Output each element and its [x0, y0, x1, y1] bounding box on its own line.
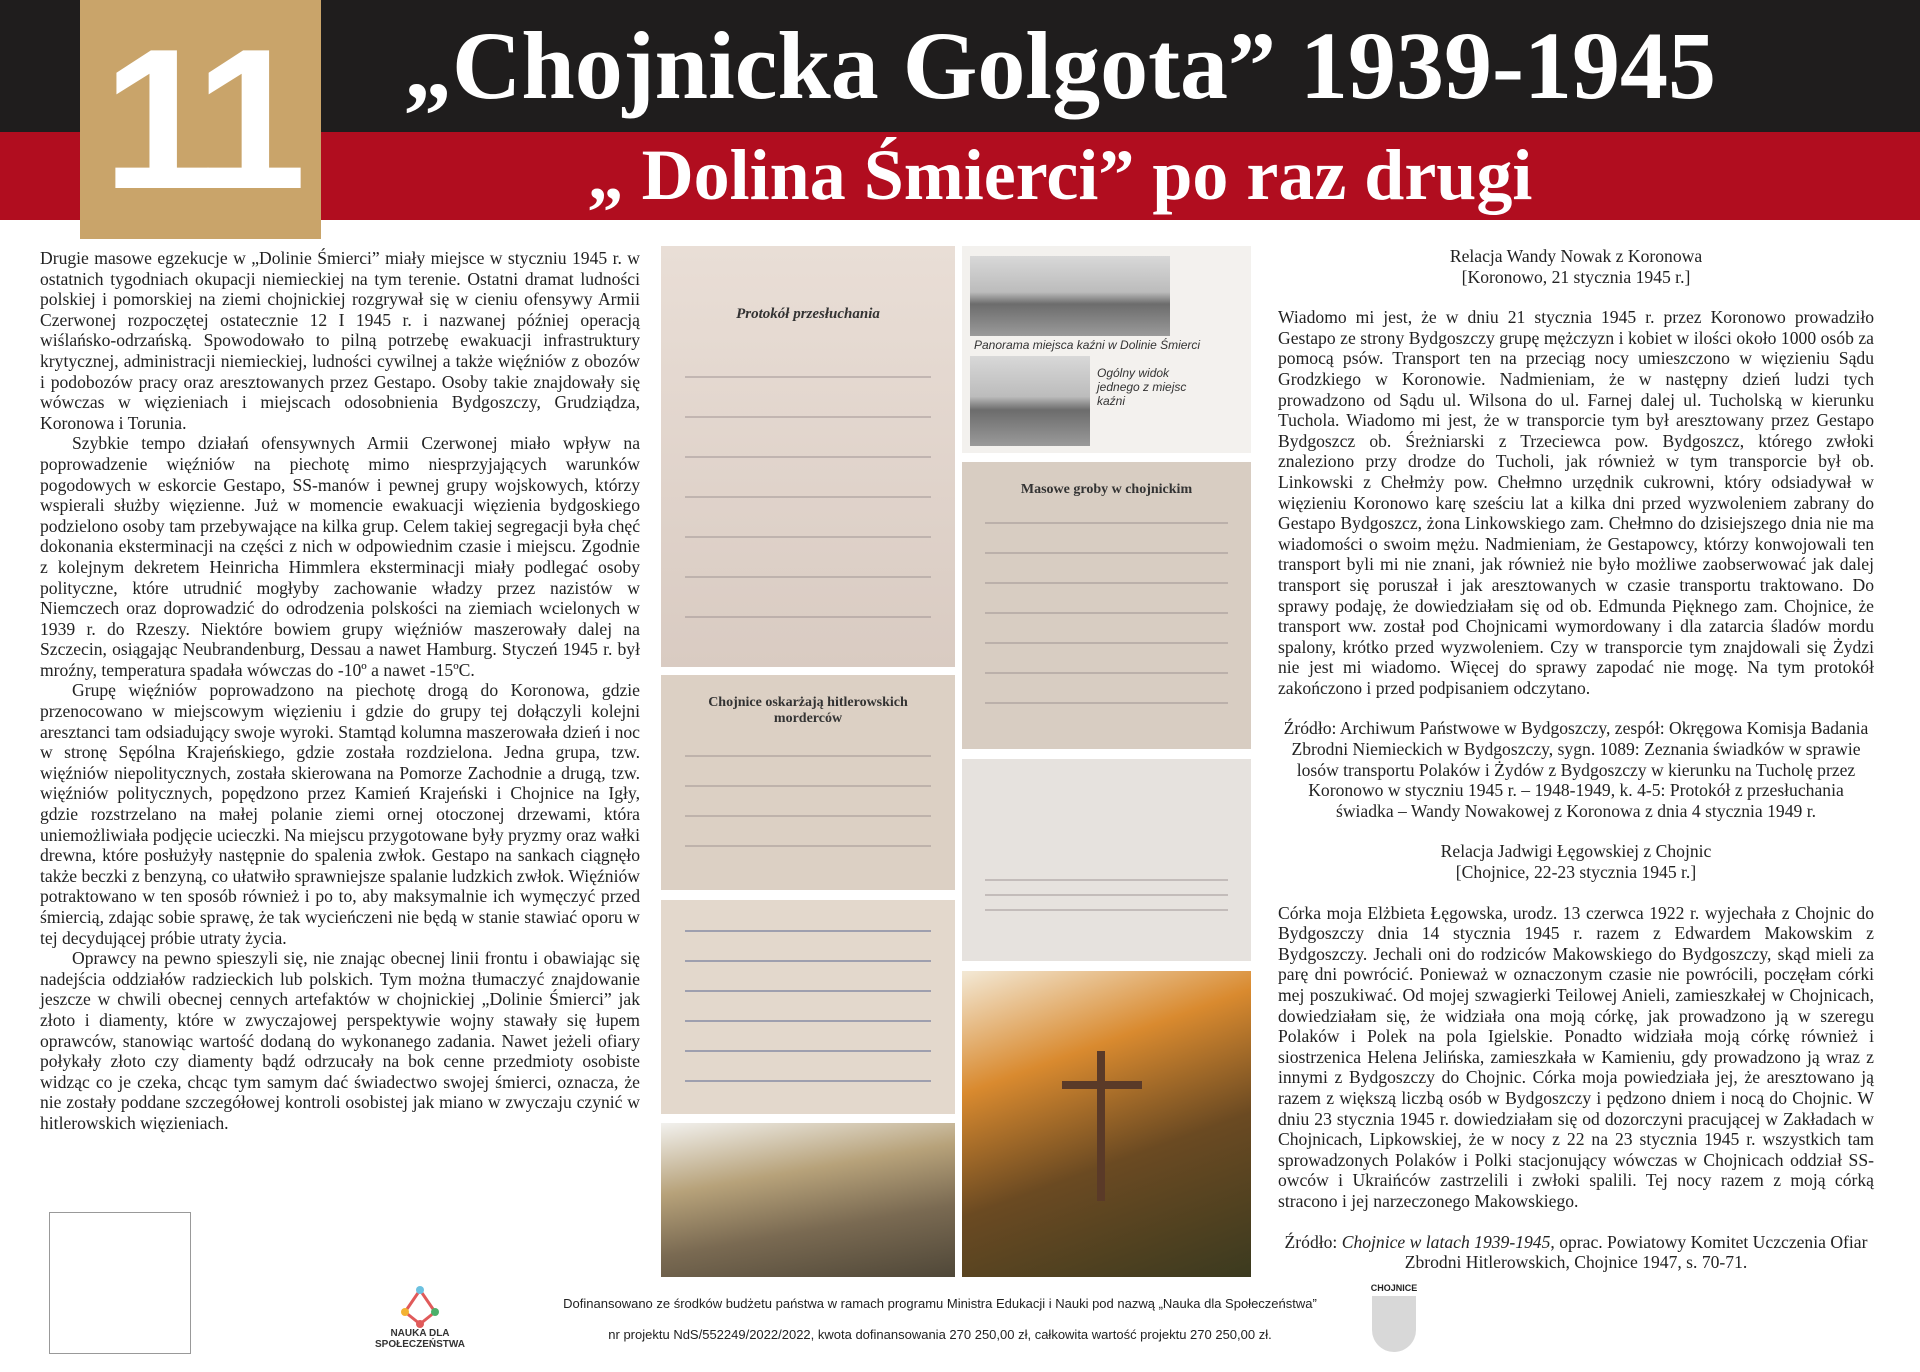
- source-rest: , oprac. Powiatowy Komitet Uczczenia Ofiar Zbrodni Hitlerowskich, Chojnice 1947, s. 70-71.: [1404, 1231, 1868, 1273]
- cross-memorial-photo: [962, 971, 1251, 1277]
- qr-code-placeholder: [49, 1212, 191, 1354]
- page-subtitle: „ Dolina Śmierci” po raz drugi: [587, 135, 1533, 215]
- general-view-caption: Ogólny widok jednego z miejsc kaźni: [1097, 366, 1187, 408]
- handwritten-letter-image: [661, 900, 955, 1114]
- account1-source: Źródło: Archiwum Państwowe w Bydgoszczy, zespół: Okręgowa Komisja Badania Zbrodni Niemieckich w Bydgoszczy, sygn. 1089: Zeznania świadków w sprawie losów transportu Polaków i Żydów z Bydgoszczy w kierunku na Tucholę przez Koronowo w styczniu 1945 r. – 1948-1949, k. 4-5: Protokół z przesłuchania świadka – Wandy Nowakowej z Koronowa z dnia 4 stycznia 1949 r.: [1283, 718, 1869, 821]
- panorama-caption: Panorama miejsca kaźni w Dolinie Śmierci: [974, 338, 1201, 352]
- newspaper-mass-graves-image: [962, 462, 1251, 749]
- panel-number: 11: [80, 0, 321, 239]
- account2-source: [1278, 1232, 1874, 1273]
- main-text: [40, 248, 640, 1134]
- interrogation-protocol-image: [661, 246, 955, 667]
- chojnice-crest-icon: [1372, 1296, 1416, 1352]
- memorial-photo: [661, 1123, 955, 1277]
- typed-letter-image: [962, 759, 1251, 961]
- source-prefix: Źródło:: [1284, 1231, 1342, 1252]
- funding-line-2: nr projektu NdS/552249/2022/2022, kwota dofinansowania 270 250,00 zł, całkowita wartość projektu 270 250,00 zł.: [608, 1327, 1272, 1342]
- chojnice-logo-text: CHOJNICE: [1370, 1283, 1418, 1293]
- account2-place: [Chojnice, 22-23 stycznia 1945 r.]: [1455, 862, 1697, 883]
- paragraph: Grupę więźniów poprowadzono na piechotę drogą do Koronowa, gdzie przenocowano w miejscowym więzieniu i gdzie do grupy tej dołączyli kolejni aresztanci tam odsiadujący swoje wyroki. Stamtąd kolumna maszerowała dzień i noc w stronę Sępólna Krajeńskiego, gdzie została rozdzielona. Jedna grupa, tzw. więźniów niepolitycznych, została skierowana na Pomorze Zachodnie a drugą, tzw. więźniów politycznych, popędzono przez Kamień Krajeński i Chojnice na Igły, gdzie rozstrzelano na małej polanie ziemi ornej otoczonej drzewami, która uniemożliwiała podjęcie ucieczki. Na miejscu przygotowane były pryzmy oraz wałki drewna, które posłużyły następnie do spalenia zwłok. Gestapo na sankach ciągnęło także beczki z benzyną, co ułatwiło sprawniejsze spalanie ludzkich zwłok. Więźniów potraktowano w ten sposób również i po to, aby maksymalnie ich wymęczyć przed śmiercią, zdając sobie sprawę, że tak wycieńczeni nie będą w stanie stawiać oporu w tej decydującej próbie utraty życia.: [40, 680, 640, 948]
- paragraph: Drugie masowe egzekucje w „Dolinie Śmierci” miały miejsce w styczniu 1945 r. w ostatnich tygodniach okupacji niemieckiej na tym terenie. Ostatni dramat ludności polskiej i pomorskiej na ziemi chojnickiej rozgrywał się w cieniu ofensywy Armii Czerwonej rozpoczętej ostatecznie 12 I 1945 r. i nazwanej później operacją wiślańsko-odrzańską. Spowodowało to pilną potrzebę ewakuacji infrastruktury krytycznej, administracji niemieckiej, ludności cywilnej a także więźniów z obozów i podobozów pracy oraz aresztowanych przez Gestapo. Osoby takie znajdowały się wówczas w więzieniach i miejscach odosobnienia Bydgoszczy, Grudziądza, Koronowa i Torunia.: [40, 248, 640, 433]
- account2-title: Relacja Jadwigi Łęgowskiej z Chojnic: [1440, 841, 1712, 862]
- nauka-logo-text: NAUKA DLA SPOŁECZEŃSTWA: [374, 1328, 465, 1350]
- clipping-heading: Chojnice oskarżają hitlerowskich morderców: [708, 695, 908, 726]
- account1-text: Wiadomo mi jest, że w dniu 21 stycznia 1945 r. przez Koronowo prowadziło Gestapo ze strony Bydgoszczy grupę mężczyzn i kobiet w ilości około 1000 osób za pomocą psów. Transport ten na przeciąg nocy umieszczono w więzieniu Sądu Grodzkiego w Koronowie. Nadmieniam, że w następny dzień ludzi tych prowadzono od Sądu ul. Wilsona do ul. Farnej dalej ul. Tucholską w kierunku Tuchola. Wiadomo mi jest, że w transporcie tym był aresztowany przez Gestapo Bydgoszcz ob. Śreżniarski z Trzeciewca pow. Bydgoszcz, którego zwłoki znaleziono przy drodze do Tucholi, jak również w tym transporcie był ob. Linkowski z Chełmży pow. Chełmno urzędnik cukrowni, który odsiadywał w więzieniu Koronowo karę sześciu lat a kilka dni przed wyzwoleniem zabrany do Gestapo Bydgoszcz, żona Linkowskiego zam. Chełmno do dzisiejszego dnia nie ma wiadomości o swoim mężu. Nadmieniam, że Gestapowcy, którzy konwojowali ten transport byli mi nie znani, jak również nie było możliwe zaobserwować jak dalej transport się poruszał i jak aresztowanych w czasie transportu traktowano. Do sprawy podaję, że dowiedziałam się od ob. Edmunda Pięknego zam. Chojnice, że transport ww. został pod Chojnicami wymordowany i dla zatarcia śladów mordu spalony, krótko przed wyzwoleniem. Czy w transporcie tym znajdowali się Żydzi nie jest mi wiadomo. Więcej do sprawy zapodać nie mogę. Na tym protokół zakończono i przed podpisaniem odczytano.: [1278, 307, 1874, 698]
- clipping-heading: Masowe groby w chojnickim: [1020, 482, 1193, 497]
- execution-site-photos: [962, 246, 1251, 453]
- account1-place: [Koronowo, 21 stycznia 1945 r.]: [1461, 266, 1691, 287]
- testimonies: [1278, 246, 1874, 1273]
- protocol-heading: Protokół przesłuchania: [736, 306, 880, 322]
- paragraph: Oprawcy na pewno spieszyli się, nie znając obecnej linii frontu i obawiając się nadejścia oddziałów radzieckich lub polskich. Tym można tłumaczyć znajdowanie jeszcze w chwili obecnej cennych artefaktów w chojnickiej „Dolinie Śmierci” jak złoto i diamenty, które w zwyczajowej perspektywie wojny stawały się łupem oprawców, stanowiąc wartość dodaną do wykonanego zadania. Nawet jeżeli ofiary połykały złoto czy diamenty bądź odrzucały na bok cenne przedmioty osobiste widząc co je czeka, chcąc tym samym dać świadectwo swojej śmierci, oznacza, że nie zostały poddane szczegółowej kontroli osobistej jak miano w zwyczaju czynić w hitlerowskich więzieniach.: [40, 948, 640, 1133]
- newspaper-clipping-image: [661, 675, 955, 890]
- account2-text: Córka moja Elżbieta Łęgowska, urodz. 13 czerwca 1922 r. wyjechała z Chojnic do Bydgoszczy dnia 14 stycznia 1945 r. razem z Edwardem Makowskim z Bydgoszczy. Jechali oni do rodziców Makowskiego do Bydgoszczy, skąd mieli za parę dni powrócić. Ponieważ w oznaczonym czasie nie powrócili, poczęłam córki mej poszukiwać. Od mojej szwagierki Teilowej Anieli, zamieszkałej w Chojnicach, dowiedziałam się, że widziała ona moją córkę, jak prowadzono ją w szeregu Polaków i Polek na pola Igielskie. Ponadto widziała moją córkę również i siostrzenica Helena Jelińska, zamieszkała w Kamieniu, gdy prowadzono ją wraz z innymi z Bydgoszczy do Chojnic. Córka moja powiedziała jej, że aresztowano ją razem z większą liczbą osób w Bydgoszczy i pędzono dniem i nocą do Chojnic. W dniu 23 stycznia 1945 r. dowiedziałam się od dozorczyni pracującej w Zakładach w Chojnicach, Lipkowskiej, że w nocy z 22 na 23 stycznia 1945 r. wszystkich tam sprowadzonych Polaków i Polki stacjonujący wówczas w Chojnicach oddział SS-owców i Ukraińców zastrzelili i zwłoki spalili. Tej nocy razem z moją córką stracono i jej narzeczonego Makowskiego.: [1278, 902, 1874, 1211]
- source-title: Chojnice w latach 1939-1945: [1341, 1231, 1551, 1252]
- account1-title: Relacja Wandy Nowak z Koronowa: [1449, 246, 1703, 266]
- page-title: „Chojnicka Golgota” 1939-1945: [403, 12, 1717, 119]
- funding-line-1: Dofinansowano ze środków budżetu państwa w ramach programu Ministra Edukacji i Nauki pod nazwą „Nauka dla Społeczeństwa”: [563, 1296, 1317, 1311]
- paragraph: Szybkie tempo działań ofensywnych Armii Czerwonej miało wpływ na poprowadzenie więźniów na piechotę mimo niesprzyjających warunków pogodowych w eskorcie Gestapo, SS-manów i pewnej grupy wojskowych, którzy wspierali służby więzienne. Już w momencie ewakuacji więzienia bydgoskiego podzielono osoby tam przebywające na kilka grup. Celem takiej segregacji była chęć dokonania eksterminacji na części z nich w odpowiednim czasie i miejscu. Zgodnie z kolejnym dekretem Heinricha Himmlera eksterminacji miały podlegać osoby polityczne, które utrudnić mogłyby zachowanie władzy przez nazistów w Niemczech oraz doprowadzić do odrodzenia polskości na ziemiach wcielonych w 1939 r. do Rzeszy. Niektóre bowiem grupy więźniów maszerowały dalej na Szczecin, osiągając Neubrandenburg, Dessau a nawet Hamburg. Styczeń 1945 r. był mroźny, temperatura spadała wówczas do -10º a nawet -15ºC.: [40, 433, 640, 680]
